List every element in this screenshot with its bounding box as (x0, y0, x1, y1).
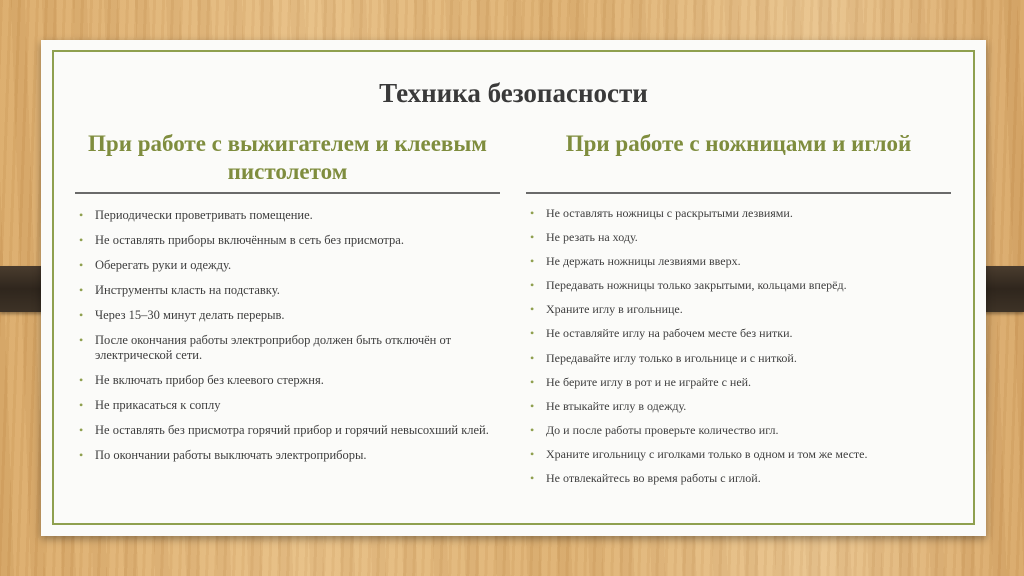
list-item-text: Не оставлять приборы включённым в сеть без присмотра. (95, 233, 404, 247)
list-item (75, 208, 500, 223)
bullet-dot-icon: • (79, 398, 84, 412)
list-item (526, 375, 951, 390)
list-item (526, 230, 951, 245)
bullet-dot-icon: • (530, 206, 535, 220)
bullet-dot-icon: • (530, 471, 535, 486)
list-item-text: Храните игольницу с иголками только в одном и том же месте. (546, 446, 868, 461)
right-column-list (526, 206, 951, 486)
bullet-dot-icon: • (79, 283, 84, 297)
bullet-dot-icon: • (530, 326, 535, 341)
slide-title: Техника безопасности (379, 78, 648, 108)
bullet-dot-icon: • (530, 278, 535, 293)
bullet-dot-icon: • (79, 333, 84, 347)
list-item-text: Не резать на ходу. (546, 230, 638, 245)
list-item-text: Не включать прибор без клеевого стержня. (95, 373, 324, 387)
list-item (75, 448, 500, 463)
list-item (75, 233, 500, 248)
list-item-text: Не втыкайте иглу в одежду. (546, 398, 687, 413)
bullet-dot-icon: • (79, 308, 84, 322)
list-item-text: Через 15–30 минут делать перерыв. (95, 308, 285, 322)
list-item (526, 206, 951, 221)
left-column-heading: При работе с выжигателем и клеевым пистолетом (75, 130, 500, 194)
bullet-dot-icon: • (530, 350, 535, 365)
list-item-text: Передавать ножницы только закрытыми, кольцами вперёд. (546, 278, 847, 293)
left-column-list (75, 208, 500, 463)
list-item-text: По окончании работы выключать электроприборы. (95, 448, 367, 462)
bullet-dot-icon: • (79, 373, 84, 387)
list-item (526, 447, 951, 462)
left-column (75, 130, 500, 473)
bullet-dot-icon: • (79, 258, 84, 272)
list-item (75, 423, 500, 438)
list-item-text: Оберегать руки и одежду. (95, 258, 232, 272)
bullet-dot-icon: • (79, 423, 84, 437)
list-item-text: Передавайте иглу только в игольнице и с ниткой. (546, 350, 797, 365)
list-item-text: Инструменты класть на подставку. (95, 283, 280, 297)
bullet-dot-icon: • (530, 422, 535, 437)
list-item (526, 326, 951, 341)
list-item (526, 423, 951, 438)
bullet-dot-icon: • (530, 230, 535, 245)
bullet-dot-icon: • (79, 233, 84, 247)
list-item-text: Не держать ножницы лезвиями вверх. (546, 254, 741, 269)
bullet-dot-icon: • (530, 374, 535, 389)
list-item-text: Не оставляйте иглу на рабочем месте без нитки. (546, 326, 793, 341)
list-item-text: До и после работы проверьте количество игл. (546, 422, 779, 437)
list-item (526, 351, 951, 366)
list-item (75, 308, 500, 323)
list-item-text: Не берите иглу в рот и не играйте с ней. (546, 374, 752, 389)
bullet-dot-icon: • (530, 398, 535, 413)
list-item (526, 471, 951, 486)
list-item (75, 398, 500, 413)
list-item-text: Храните иглу в игольнице. (546, 302, 683, 317)
list-item-text: Не оставлять ножницы с раскрытыми лезвиями. (546, 206, 793, 220)
list-item (526, 254, 951, 269)
bullet-dot-icon: • (530, 254, 535, 269)
list-item (526, 302, 951, 317)
list-item-text: Не прикасаться к соплу (95, 398, 221, 412)
list-item (75, 333, 500, 363)
list-item (526, 399, 951, 414)
bullet-dot-icon: • (530, 302, 535, 317)
list-item (75, 283, 500, 298)
right-column (526, 130, 951, 495)
right-column-heading: При работе с ножницами и иглой (526, 130, 951, 194)
slide-card (41, 40, 986, 536)
list-item-text: Периодически проветривать помещение. (95, 208, 313, 222)
bullet-dot-icon: • (530, 446, 535, 461)
list-item (75, 258, 500, 273)
decorative-strap-left (0, 266, 46, 312)
list-item-text: После окончания работы электроприбор должен быть отключён от электрической сети. (95, 333, 452, 362)
list-item-text: Не отвлекайтесь во время работы с иглой. (546, 471, 761, 486)
list-item (526, 278, 951, 293)
bullet-dot-icon: • (79, 208, 84, 222)
list-item (75, 373, 500, 388)
bullet-dot-icon: • (79, 448, 84, 462)
list-item-text: Не оставлять без присмотра горячий прибор и горячий невысохший клей. (95, 423, 489, 437)
